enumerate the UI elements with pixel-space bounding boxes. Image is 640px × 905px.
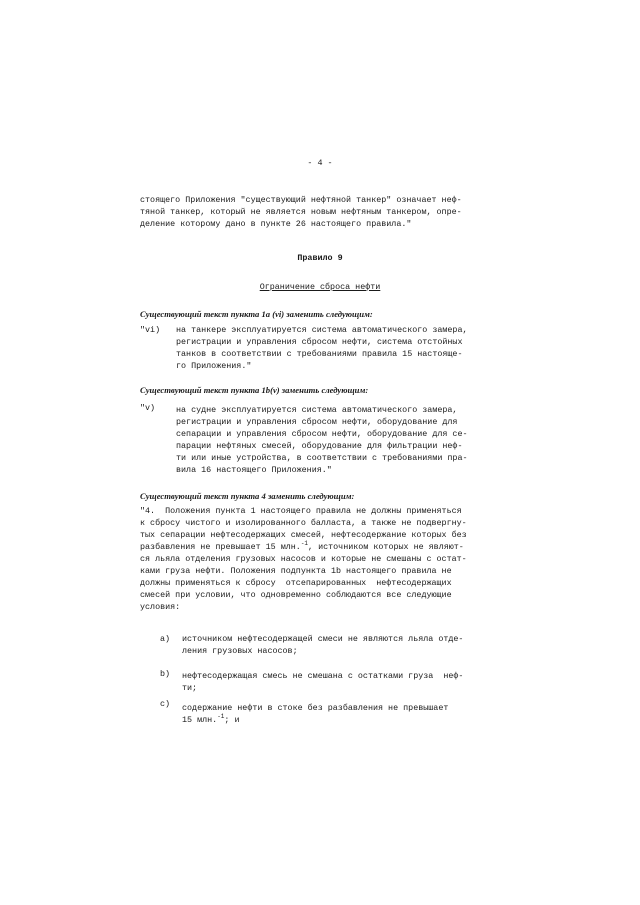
text-line: ти или иные устройства, в соответствии с требованиями пра- [176,453,468,463]
text-line: регистрации и управления сбросом нефти, система отстойных [176,337,463,347]
text-line: тых сепарации нефтесодержащих смесей, нефтесодержание которых без [140,530,467,540]
list-item [182,633,463,657]
text-line: ти; [182,683,198,693]
text-line: источником нефтесодержащей смеси не являются льяла отде- [182,634,464,644]
text-line: деление которому дано в пункте 26 настоящего правила." [140,219,412,229]
section-body [176,404,468,476]
page-number: - 4 - [307,158,333,168]
text-line: нефтесодержащая смесь не смешана с остатками груза неф- [182,671,464,681]
item-marker: b) [160,669,171,679]
text-line: ления грузовых насосов; [182,646,298,656]
text-line: вила 16 настоящего Приложения." [176,465,332,475]
text-line: танков в соответствии с требованиями правила 15 настояще- [176,349,463,359]
text-line: ся льяла отделения грузовых насосов и которые не смешаны с остат- [140,554,467,564]
superscript: -1 [217,713,225,721]
text-line [182,714,448,726]
text-line: к сбросу чистого и изолированного балласта, а также не подвергну- [140,518,467,528]
text-line: на судне эксплуатируется система автоматического замера, [176,405,458,415]
rule-subtitle: Ограничение сброса нефти [259,282,381,292]
text-line [140,541,467,553]
text-fragment: , источником которых не являют- [308,542,464,552]
text-line: условия: [140,602,181,612]
section-body [176,324,468,372]
list-item [182,670,463,694]
text-line: на танкере эксплуатируется система автоматического замера, [176,325,468,335]
section-heading: Существующий текст пункта 1а (vi) заменить следующим: [140,309,373,319]
section4-body [140,505,467,613]
list-item [182,702,448,726]
text-line: го Приложения." [176,361,252,371]
text-line: тяной танкер, который не является новым нефтяным танкером, опре- [140,207,462,217]
text-line: содержание нефти в стоке без разбавления не превышает [182,703,449,713]
text-line: смесей при условии, что одновременно соблюдаются все следующие [140,590,452,600]
item-marker: "v) [140,403,156,413]
rule-title: Правило 9 [297,253,343,263]
section-heading: Существующий текст пункта 4 заменить следующим: [140,491,355,501]
text-line: сепарации и управления сбросом нефти, оборудование для се- [176,429,468,439]
text-line: регистрации и управления сбросом нефти, оборудование для [176,417,458,427]
text-fragment: 15 млн. [182,715,218,725]
item-marker: "vi) [140,325,161,335]
section-heading: Существующий текст пункта 1b(v) заменить следующим: [140,385,369,395]
text-line: "4. Положения пункта 1 настоящего правила не должны применяться [140,506,462,516]
text-line: должны применяться к сбросу отсепарированных нефтесодержащих [140,578,452,588]
text-fragment: разбавления не превышает 15 млн. [140,542,301,552]
item-marker: а) [160,634,171,644]
text-line: парации нефтяных смесей, оборудование для фильтрации неф- [176,441,463,451]
intro-paragraph [140,194,462,230]
item-marker: c) [160,699,171,709]
text-fragment: ; и [224,715,240,725]
text-line: стоящего Приложения "существующий нефтяной танкер" означает неф- [140,195,462,205]
superscript: -1 [300,540,309,548]
text-line: ками груза нефти. Положения подпункта 1b настоящего правила не [140,566,452,576]
